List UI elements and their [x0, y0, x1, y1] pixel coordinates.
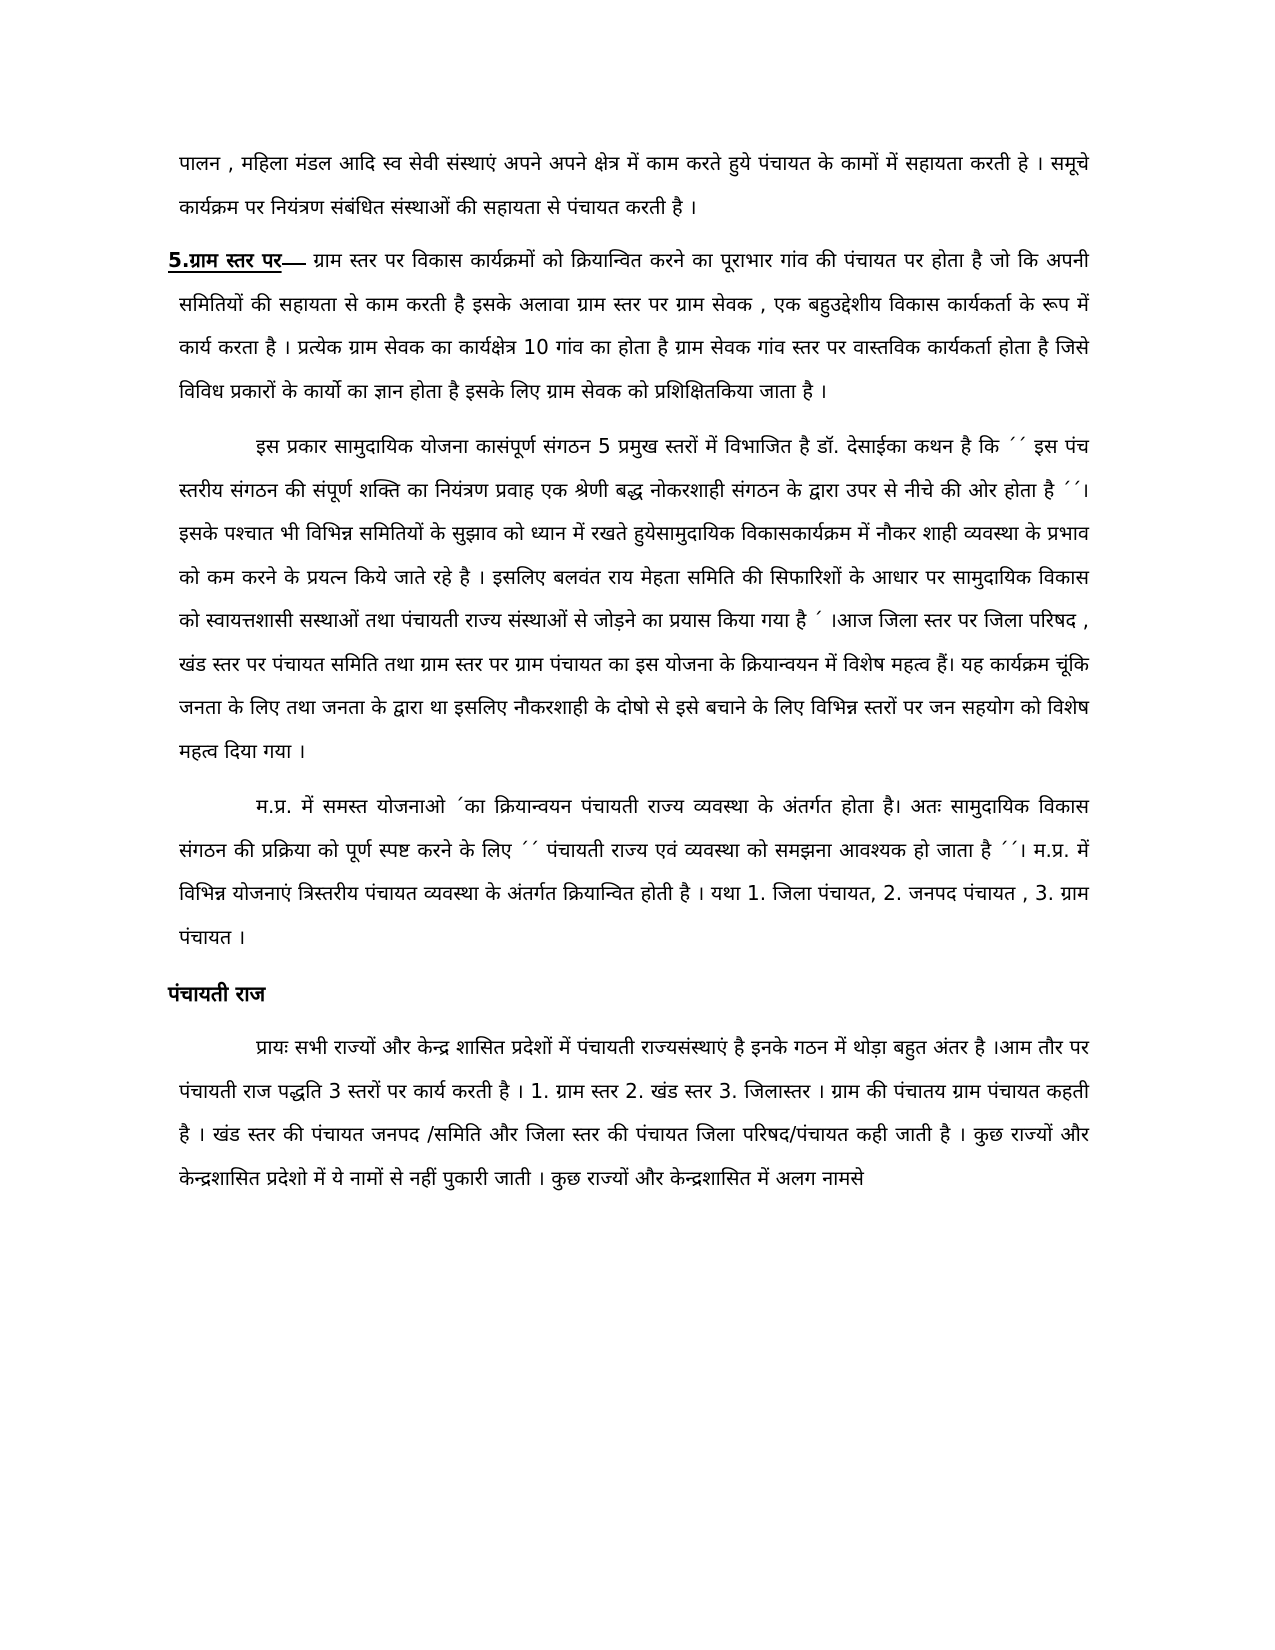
section-5-heading: 5.ग्राम स्तर पर: [168, 248, 282, 272]
paragraph-panchayati-raj-text: प्रायः सभी राज्यों और केन्द्र शासित प्रदेशों में पंचायती राज्यसंस्थाएं है इनके गठन में थोड़ा बहुत अंतर है ।आम तौर पर पंचायती राज पद्धति 3 स्तरों पर कार्य करती है । 1. ग्राम स्तर 2. खंड स्तर 3. जिलास्तर । ग्राम की पंचातय ग्राम पंचायत कहती है । खंड स्तर की पंचायत जनपद /समिति और जिला स्तर की पंचायत जिला परिषद/पंचायत कही जाती है । कुछ राज्यों और केन्द्रशासित प्रदेशो में ये नामों से नहीं पुकारी जाती । कुछ राज्यों और केन्द्रशासित में अलग नामसे: [179, 1035, 1089, 1190]
panchayati-raj-heading: पंचायती राज: [168, 982, 266, 1006]
paragraph-madhya-pradesh: [179, 785, 1089, 959]
paragraph-continued-text: पालन , महिला मंडल आदि स्व सेवी संस्थाएं अपने अपने क्षेत्र में काम करते हुये पंचायत के कामों में सहायता करती हे । समूचे कार्यक्रम पर नियंत्रण संबंधित संस्थाओं की सहायता से पंचायत करती है ।: [179, 151, 1089, 219]
paragraph-panchayati-raj: [179, 1026, 1089, 1200]
paragraph-desai-text: इस प्रकार सामुदायिक योजना कासंपूर्ण संगठन 5 प्रमुख स्तरों में विभाजित है डॉ. देसाईका कथन है कि ´´ इस पंच स्तरीय संगठन की संपूर्ण शक्ति का नियंत्रण प्रवाह एक श्रेणी बद्ध नोकरशाही संगठन के द्वारा उपर से नीचे की ओर होता है ´´। इसके पश्चात भी विभिन्न समितियों के सुझाव को ध्यान में रखते हुयेसामुदायिक विकासकार्यक्रम में नौकर शाही व्यवस्था के प्रभाव को कम करने के प्रयत्न किये जाते रहे है । इसलिए बलवंत राय मेहता समिति की सिफारिशों के आधार पर सामुदायिक विकास को स्वायत्तशासी सस्थाओं तथा पंचायती राज्य संस्थाओं से जोड़ने का प्रयास किया गया है ´ ।आज जिला स्तर पर जिला परिषद , खंड स्तर पर पंचायत समिति तथा ग्राम स्तर पर ग्राम पंचायत का इस योजना के क्रियान्वयन में विशेष महत्व हैं। यह कार्यक्रम चूंकि जनता के लिए तथा जनता के द्वारा था इसलिए नौकरशाही के दोषो से इसे बचाने के लिए विभिन्न स्तरों पर जन सहयोग को विशेष महत्व दिया गया ।: [179, 434, 1089, 763]
section-5-body: ग्राम स्तर पर विकास कार्यक्रमों को क्रियान्वित करने का पूराभार गांव की पंचायत पर होता है जो कि अपनी समितियों की सहायता से काम करती है इसके अलावा ग्राम स्तर पर ग्राम सेवक , एक बहुउद्देशीय विकास कार्यकर्ता के रूप में कार्य करता है । प्रत्येक ग्राम सेवक का कार्यक्षेत्र 10 गांव का होता है ग्राम सेवक गांव स्तर पर वास्तविक कार्यकर्ता होता है जिसे विविध प्रकारों के कार्यो का ज्ञान होता है इसके लिए ग्राम सेवक को प्रशिक्षितकिया जाता है ।: [179, 248, 1089, 403]
heading-underline-gap: [282, 262, 306, 265]
paragraph-continued: [179, 142, 1089, 229]
paragraph-mp-text: म.प्र. में समस्त योजनाओ ´का क्रियान्वयन पंचायती राज्य व्यवस्था के अंतर्गत होता है। अतः सामुदायिक विकास संगठन की प्रक्रिया को पूर्ण स्पष्ट करने के लिए ´´ पंचायती राज्य एवं व्यवस्था को समझना आवश्यक हो जाता है ´´। म.प्र. में विभिन्न योजनाएं त्रिस्तरीय पंचायत व्यवस्था के अंतर्गत क्रियान्वित होती है । यथा 1. जिला पंचायत, 2. जनपद पंचायत , 3. ग्राम पंचायत ।: [179, 794, 1089, 949]
paragraph-desai-quote: [179, 425, 1089, 773]
paragraph-section-5: [168, 239, 1089, 413]
